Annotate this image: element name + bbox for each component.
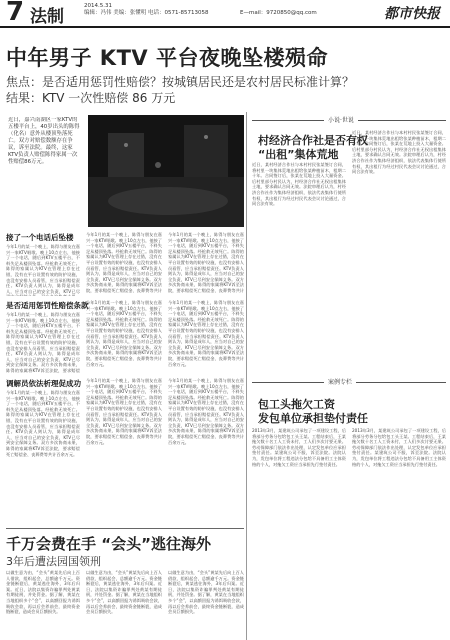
night-scene-photo xyxy=(88,115,244,227)
lead-headline: 中年男子 KTV 平台夜晚坠楼殒命 xyxy=(6,46,328,70)
right-bottom-headline: 包工头拖欠工资 xyxy=(258,398,335,411)
lead-body-col9: 今年1月的某一个晚上，陈得与朋友在嘉兴一家KTV唱歌。晚上10点左右，他接了一个电话，随后到KTV五楼平台，不料失足从楼顶坠落。经抢救无效死亡。陈得的家属认为KTV在管理上存在过错，没有在平台设置有效的防护设施，也没有安排人员看管，应当承担赔偿责任。KTV负责人则认为，陈得是成年人，应当对自己的安全负责，KTV已尽到安全保障义务。双方多次协商未果，陈得的家属将KTV诉至法院，要求赔偿死亡赔偿金、丧葬费等共计百余万元。 xyxy=(168,378,244,445)
column-divider xyxy=(246,112,247,640)
right-bottom-banner-label: 案例专栏 xyxy=(324,378,356,387)
editor-line: 编辑：冯伟 美编：张懂明 电话：0571-85713058 xyxy=(84,10,209,16)
second-headline: 千万会费在手 “会头”逃往海外 xyxy=(6,535,211,553)
second-body-col1: 以做生意为由，“会头”黄某先后向上百人借款，组织起会，总额逾千万元。资金链断裂后，黄某逃往海外，3年后归案。近日，法院以集资诈骗罪判处黄某有期徒刑，并处罚金。据了解，黄某在当地组织多个“会”，以高额回报为诱饵吸收会款，再以后会养前会，最终资金链断裂，造成会员巨额损失。 xyxy=(6,570,80,615)
right-top-banner-label: 小说·世说 xyxy=(324,116,358,125)
lead-result: 结果：KTV 一次性赔偿 86 万元 xyxy=(6,91,176,105)
second-body-col3: 以做生意为由，“会头”黄某先后向上百人借款，组织起会，总额逾千万元。资金链断裂后，黄某逃往海外，3年后归案。近日，法院以集资诈骗罪判处黄某有期徒刑，并处罚金。据了解，黄某在当地组织多个“会”，以高额回报为诱饵吸收会款，再以后会养前会，最终资金链断裂，造成会员巨额损失。 xyxy=(168,570,244,615)
lead-body-col2: 今年1月的某一个晚上，陈得与朋友在嘉兴一家KTV唱歌。晚上10点左右，他接了一个电话，随后到KTV五楼平台，不料失足从楼顶坠落。经抢救无效死亡。陈得的家属认为KTV在管理上存在过错，没有在平台设置有效的防护设施，也没有安排人员看管，应当承担赔偿责任。KTV负责人则认为，陈得是成年人，应当对自己的安全负责，KTV已尽到安全保障义务。双方多次协商未果，陈得的家属将KTV诉至法院，要求赔偿死亡赔偿金、丧葬费等共计 xyxy=(86,232,162,293)
right-bottom-body-col1: 2013年3月，某建筑公司承包了一项建设工程，后将部分劳务分包给包工头王某。工程结束后，王某拖欠数十名工人工资未付，工人们多次讨要无果。劳动保障部门依法作出处理，认定发包单位应承担垫付责任。某建筑公司不服，诉至法院。法院认为，发包单位将工程违法分包给不具备用工主体资格的个人，对拖欠工资应当承担先行垫付责任。 xyxy=(252,428,346,467)
right-top-headline-2: “出租”集体荒地 xyxy=(258,148,339,161)
right-top-body-col1: 近日，某村经济合作社与本村村民张某签订合同，将村里一块集体荒地出租给张某种植苗木，租期二十年。合同签订后，张某在荒地上投入大量资金。后村里部分村民认为，村经济合作社无权出租集体土地，要求确认合同无效。法院审理后认为，村经济合作社作为集体经济组织，依法代表集体行使所有权，其出租行为经过村民代表会议讨论通过，合同合法有效。 xyxy=(252,162,346,207)
right-top-headline: 村经济合作社是否有权 xyxy=(258,134,368,147)
newspaper-logo: 都市快报 xyxy=(384,6,440,22)
right-bottom-headline-2: 发包单位承担垫付责任 xyxy=(258,412,368,425)
subhead-phone-call: 接了一个电话后坠楼 xyxy=(6,233,74,242)
lead-lede: 近日，嘉兴南湖区一家KTV的五楼平台上，40岁出头的陈得（化名）意外从楼顶坠落死亡。双方对赔偿数额存在争议，诉至法院。最终，这家KTV负责人赔偿陈得家属一次性赔偿86万元。 xyxy=(8,117,80,165)
lead-subhead: 焦点：是否适用惩罚性赔偿？按城镇居民还是农村居民标准计算？ xyxy=(6,75,355,89)
right-bottom-banner xyxy=(252,378,446,387)
lead-body-col4: 今年1月的某一个晚上，陈得与朋友在嘉兴一家KTV唱歌。晚上10点左右，他接了一个电话，随后到KTV五楼平台，不料失足从楼顶坠落。经抢救无效死亡。陈得的家属认为KTV在管理上存在过错，没有在平台设置有效的防护设施，也没有安排人员看管，应当承担赔偿责任。KTV负责人则认为，陈得是成年人，应当对自己的安全负责，KTV已尽到安全保障义务。双方多次协商未果，陈得的家属将KTV诉至法院，要求赔偿 xyxy=(6,312,80,373)
subhead-mediation: 调解员依法析理促成功 xyxy=(6,379,81,388)
page-number: 7 xyxy=(6,0,25,27)
right-top-body-col2: 近日，某村经济合作社与本村村民张某签订合同，将村里一块集体荒地出租给张某种植苗木，租期二十年。合同签订后，张某在荒地上投入大量资金。后村里部分村民认为，村经济合作社无权出租集体土地，要求确认合同无效。法院审理后认为，村经济合作社作为集体经济组织，依法代表集体行使所有权，其出租行为经过村民代表会议讨论通过，合同合法有效。 xyxy=(352,130,446,175)
subhead-punitive: 是否适用惩罚性赔偿条款 xyxy=(6,301,89,310)
lead-body-col1: 今年1月的某一个晚上，陈得与朋友在嘉兴一家KTV唱歌。晚上10点左右，他接了一个电话，随后到KTV五楼平台，不料失足从楼顶坠落。经抢救无效死亡。陈得的家属认为KTV在管理上存在过错，没有在平台设置有效的防护设施，也没有安排人员看管，应当承担赔偿责任。KTV负责人则认为，陈得是成年人，应当对自己的安全负责，KTV已尽 xyxy=(6,244,80,294)
news-photo xyxy=(88,115,244,227)
page-header xyxy=(0,0,450,28)
editor-email: E—mail：9720850@qq.com xyxy=(240,10,317,16)
story-divider xyxy=(6,528,244,529)
lead-body-col6: 今年1月的某一个晚上，陈得与朋友在嘉兴一家KTV唱歌。晚上10点左右，他接了一个电话，随后到KTV五楼平台，不料失足从楼顶坠落。经抢救无效死亡。陈得的家属认为KTV在管理上存在过错，没有在平台设置有效的防护设施，也没有安排人员看管，应当承担赔偿责任。KTV负责人则认为，陈得是成年人，应当对自己的安全负责，KTV已尽到安全保障义务。双方多次协商未果，陈得的家属将KTV诉至法院，要求赔偿死亡赔偿金、丧葬费等共计百余万元。 xyxy=(168,300,244,367)
lead-body-col8: 今年1月的某一个晚上，陈得与朋友在嘉兴一家KTV唱歌。晚上10点左右，他接了一个电话，随后到KTV五楼平台，不料失足从楼顶坠落。经抢救无效死亡。陈得的家属认为KTV在管理上存在过错，没有在平台设置有效的防护设施，也没有安排人员看管，应当承担赔偿责任。KTV负责人则认为，陈得是成年人，应当对自己的安全负责，KTV已尽到安全保障义务。双方多次协商未果，陈得的家属将KTV诉至法院，要求赔偿死亡赔偿金、丧葬费等共计百余万元。 xyxy=(86,378,162,445)
lead-body-col7: 今年1月的某一个晚上，陈得与朋友在嘉兴一家KTV唱歌。晚上10点左右，他接了一个电话，随后到KTV五楼平台，不料失足从楼顶坠落。经抢救无效死亡。陈得的家属认为KTV在管理上存在过错，没有在平台设置有效的防护设施，也没有安排人员看管，应当承担赔偿责任。KTV负责人则认为，陈得是成年人，应当对自己的安全负责，KTV已尽到安全保障义务。双方多次协商未果，陈得的家属将KTV诉至法院，要求赔偿死亡赔偿金、丧葬费等共计百余万元。 xyxy=(6,390,80,457)
page-meta xyxy=(84,3,208,17)
lead-body-col5: 今年1月的某一个晚上，陈得与朋友在嘉兴一家KTV唱歌。晚上10点左右，他接了一个电话，随后到KTV五楼平台，不料失足从楼顶坠落。经抢救无效死亡。陈得的家属认为KTV在管理上存在过错，没有在平台设置有效的防护设施，也没有安排人员看管，应当承担赔偿责任。KTV负责人则认为，陈得是成年人，应当对自己的安全负责，KTV已尽到安全保障义务。双方多次协商未果，陈得的家属将KTV诉至法院，要求赔偿死亡赔偿金、丧葬费等共计百余万元。 xyxy=(86,300,162,367)
right-bottom-body-col2: 2013年3月，某建筑公司承包了一项建设工程，后将部分劳务分包给包工头王某。工程结束后，王某拖欠数十名工人工资未付，工人们多次讨要无果。劳动保障部门依法作出处理，认定发包单位应承担垫付责任。某建筑公司不服，诉至法院。法院认为，发包单位将工程违法分包给不具备用工主体资格的个人，对拖欠工资应当承担先行垫付责任。 xyxy=(352,428,446,467)
right-top-banner xyxy=(252,116,446,125)
lead-body-col3: 今年1月的某一个晚上，陈得与朋友在嘉兴一家KTV唱歌。晚上10点左右，他接了一个电话，随后到KTV五楼平台，不料失足从楼顶坠落。经抢救无效死亡。陈得的家属认为KTV在管理上存在过错，没有在平台设置有效的防护设施，也没有安排人员看管，应当承担赔偿责任。KTV负责人则认为，陈得是成年人，应当对自己的安全负责，KTV已尽到安全保障义务。双方多次协商未果，陈得的家属将KTV诉至法院，要求赔偿死亡赔偿金、丧葬费等共计 xyxy=(168,232,244,293)
issue-date: 2014.5.31 xyxy=(84,3,112,9)
section-title: 法制 xyxy=(30,7,64,27)
second-subhead: 3年后遭法园国领刑 xyxy=(6,555,101,568)
second-body-col2: 以做生意为由，“会头”黄某先后向上百人借款，组织起会，总额逾千万元。资金链断裂后，黄某逃往海外，3年后归案。近日，法院以集资诈骗罪判处黄某有期徒刑，并处罚金。据了解，黄某在当地组织多个“会”，以高额回报为诱饵吸收会款，再以后会养前会，最终资金链断裂，造成会员巨额损失。 xyxy=(86,570,162,615)
